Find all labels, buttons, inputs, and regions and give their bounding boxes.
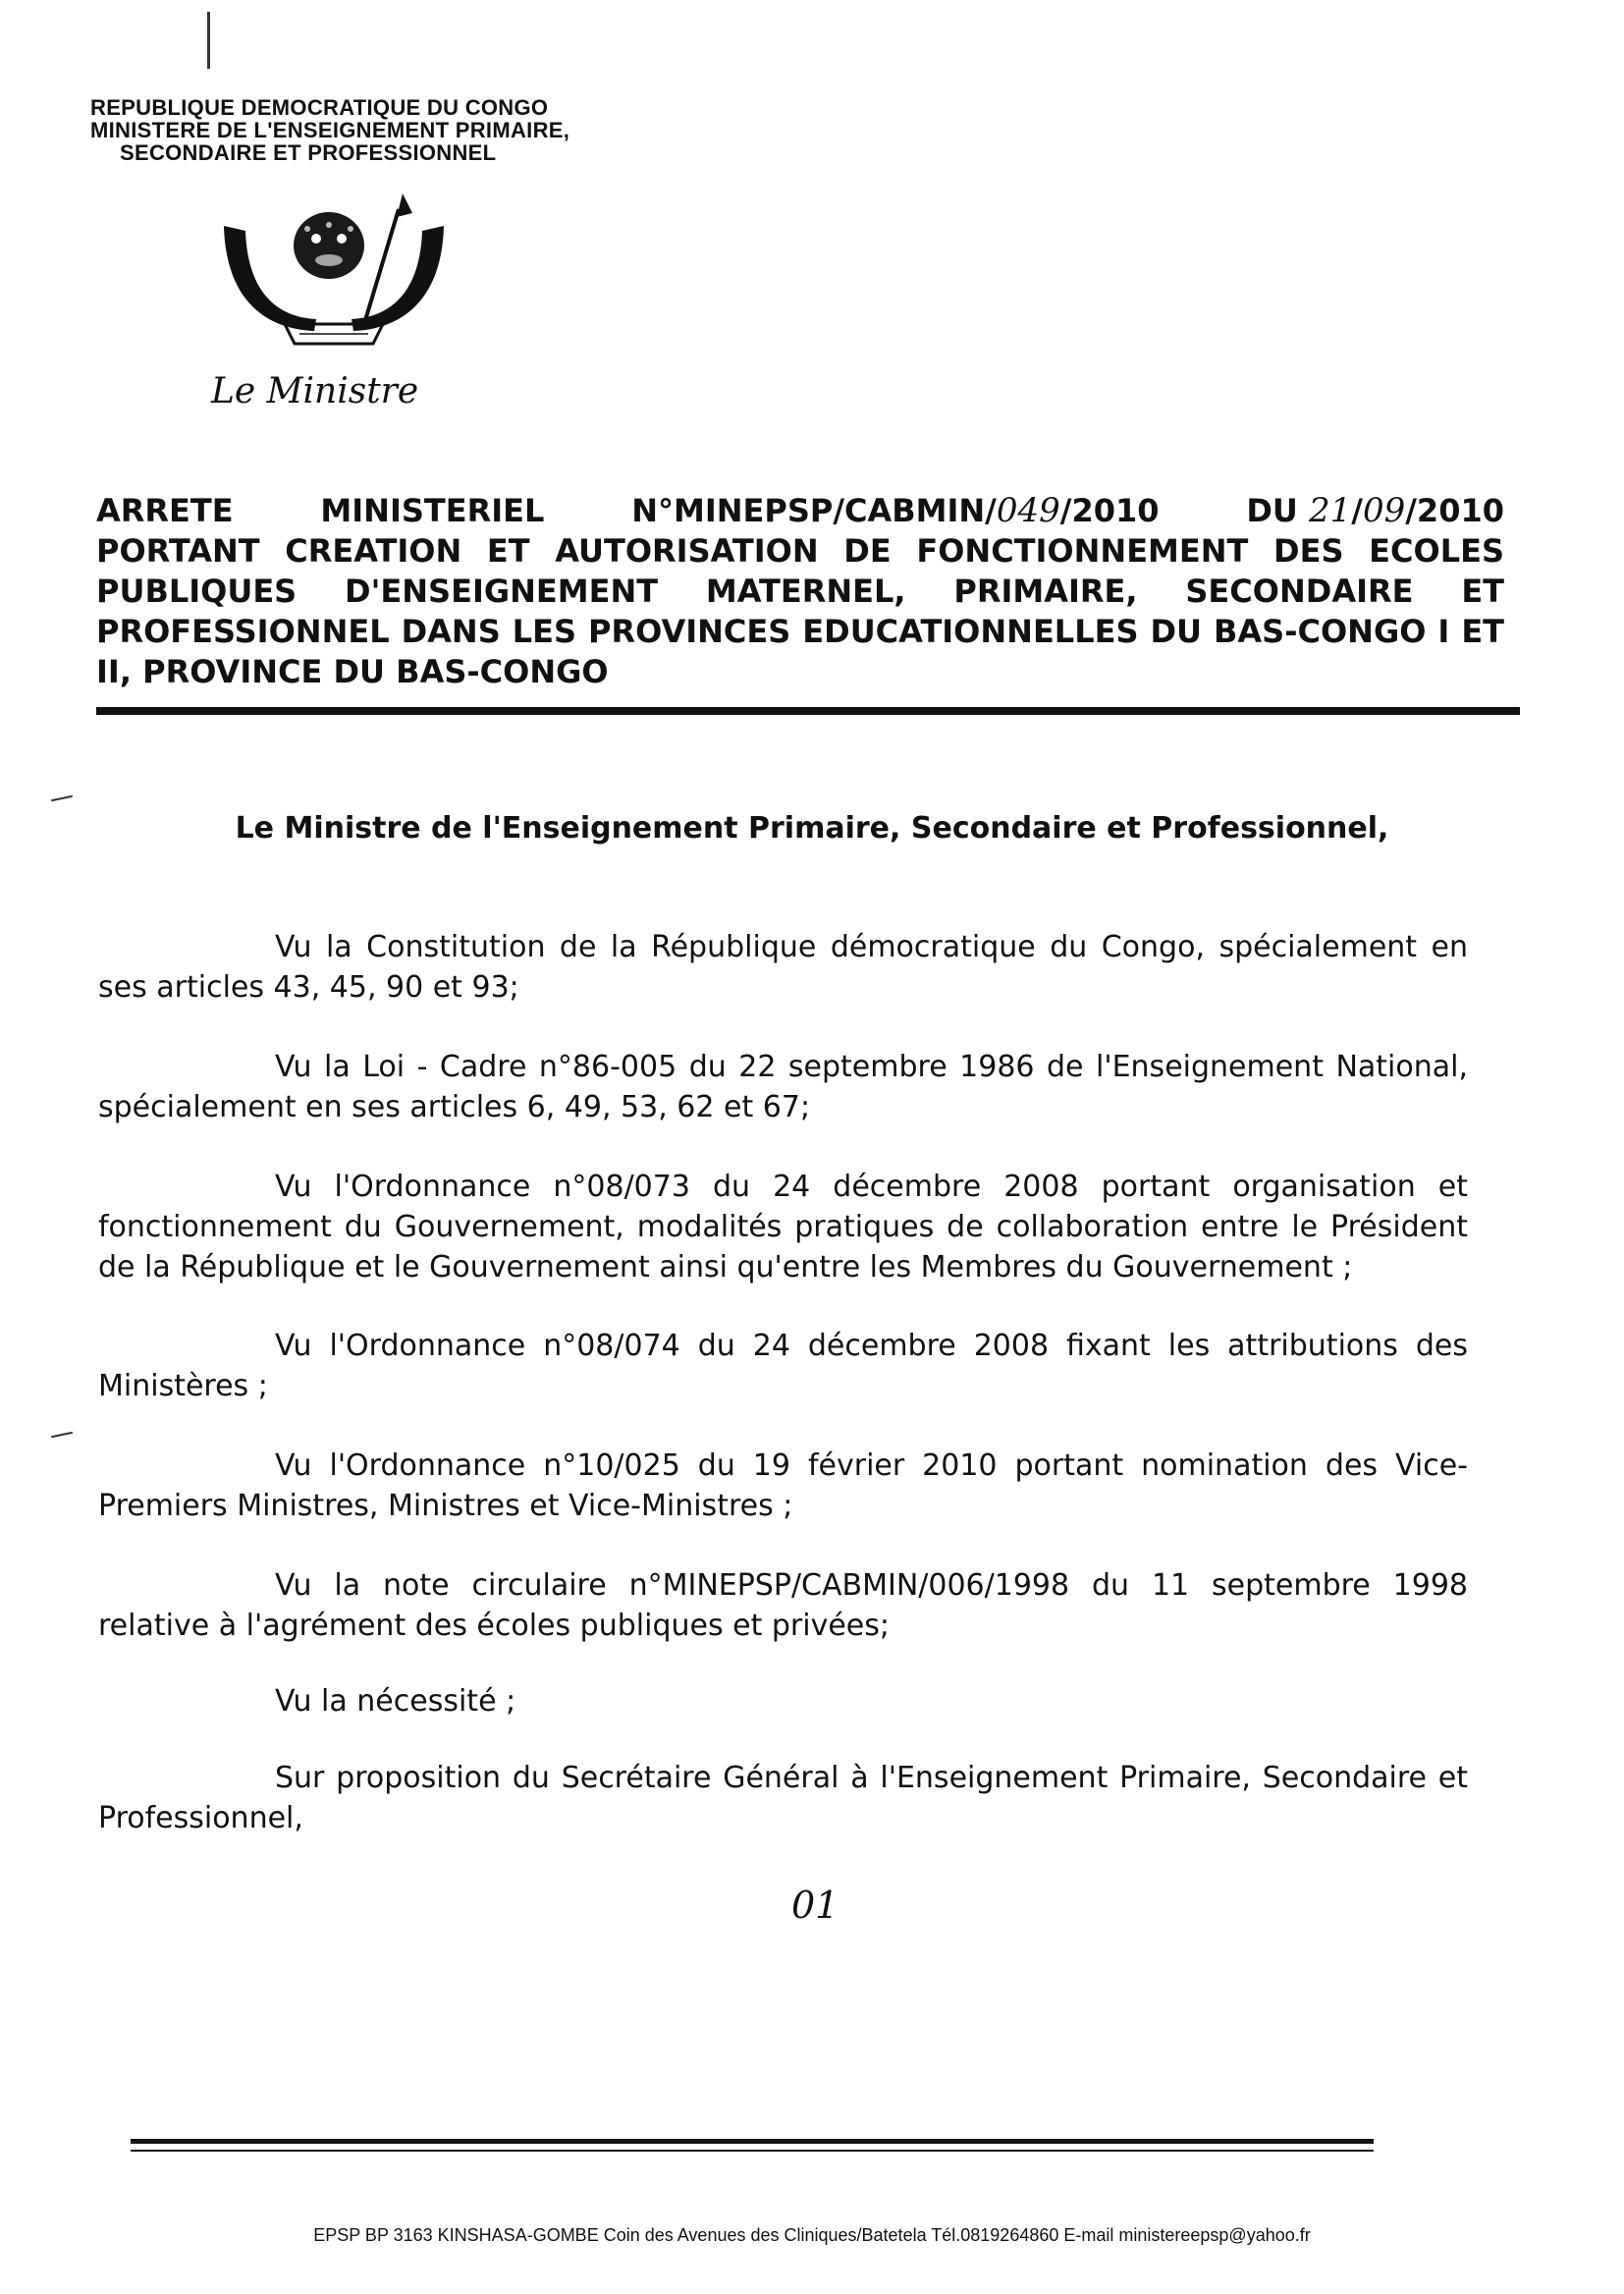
title-body: PORTANT CREATION ET AUTORISATION DE FONCTIONNEMENT DES ECOLES PUBLIQUES D'ENSEIGNEMENT MATERNEL, PRIMAIRE, SECONDAIRE ET PROFESSIONNEL DANS LES PROVINCES EDUCATIONNELLES DU BAS-CONGO I ET II, PROVINCE DU BAS-CONGO: [96, 532, 1504, 690]
date-month-handwritten: 09: [1362, 491, 1406, 530]
title-divider: [96, 707, 1520, 715]
scan-mark: [51, 795, 73, 802]
title-word-arrete: ARRETE: [96, 492, 234, 529]
paragraph-ordonnance-074: Vu l'Ordonnance n°08/074 du 24 décembre 2008 fixant les attributions des Ministères ;: [98, 1329, 1468, 1403]
footer-divider: [131, 2139, 1374, 2144]
letterhead-ministry: MINISTERE DE L'ENSEIGNEMENT PRIMAIRE,: [90, 118, 570, 142]
page-number-handwritten: 01: [791, 1884, 839, 1927]
document-title: [96, 491, 1504, 692]
date-day-handwritten: 21: [1309, 491, 1352, 530]
paragraph-constitution: Vu la Constitution de la République démocratique du Congo, spécialement en ses articles 43, 45, 90 et 93;: [98, 930, 1468, 1005]
paragraph-necessite: Vu la nécessité ;: [275, 1684, 516, 1719]
letterhead-country: REPUBLIQUE DEMOCRATIQUE DU CONGO: [90, 95, 549, 120]
scan-mark: [51, 1432, 73, 1439]
title-word-ministeriel: MINISTERIEL: [320, 492, 545, 529]
minister-heading: Le Ministre de l'Enseignement Primaire, Secondaire et Professionnel,: [235, 811, 1389, 846]
paragraph-ordonnance-073: Vu l'Ordonnance n°08/073 du 24 décembre 2008 portant organisation et fonctionnement du Gouvernement, modalités pratiques de collaboration entre le Président de la République et le Gouvernement ainsi qu'entre les Membres du Gouvernement ;: [98, 1170, 1468, 1284]
footer-contact: EPSP BP 3163 KINSHASA-GOMBE Coin des Avenues des Cliniques/Batetela Tél.0819264860 E-mail ministereepsp@yahoo.fr: [313, 2225, 1311, 2245]
paragraph-proposition: Sur proposition du Secrétaire Général à l'Enseignement Primaire, Secondaire et Professionnel,: [98, 1761, 1468, 1835]
title-reference: [631, 491, 1159, 531]
paragraph-loi-cadre: Vu la Loi - Cadre n°86-005 du 22 septembre 1986 de l'Enseignement National, spécialement en ses articles 6, 49, 53, 62 et 67;: [98, 1050, 1468, 1124]
date-prefix: DU: [1246, 492, 1298, 529]
date-year: /2010: [1405, 492, 1504, 529]
title-date: DU 21/09/2010: [1246, 491, 1504, 530]
coat-of-arms-emblem: [206, 191, 461, 368]
title-line-reference: [96, 491, 1504, 531]
scan-mark: [207, 12, 210, 69]
reference-number-handwritten: 049: [996, 491, 1060, 530]
paragraph-ordonnance-025: Vu l'Ordonnance n°10/025 du 19 février 2010 portant nomination des Vice-Premiers Ministres, Ministres et Vice-Ministres ;: [98, 1448, 1468, 1523]
letterhead: [90, 96, 569, 164]
letterhead-ministry-cont: SECONDAIRE ET PROFESSIONNEL: [120, 140, 497, 165]
paragraph-note-circulaire: Vu la note circulaire n°MINEPSP/CABMIN/006/1998 du 11 septembre 1998 relative à l'agrément des écoles publiques et privées;: [98, 1568, 1468, 1643]
signature-title: Le Ministre: [211, 371, 419, 411]
reference-year: /2010: [1059, 492, 1160, 529]
footer-divider-thin: [131, 2150, 1374, 2152]
reference-prefix: N°MINEPSP/CABMIN/: [631, 492, 997, 529]
